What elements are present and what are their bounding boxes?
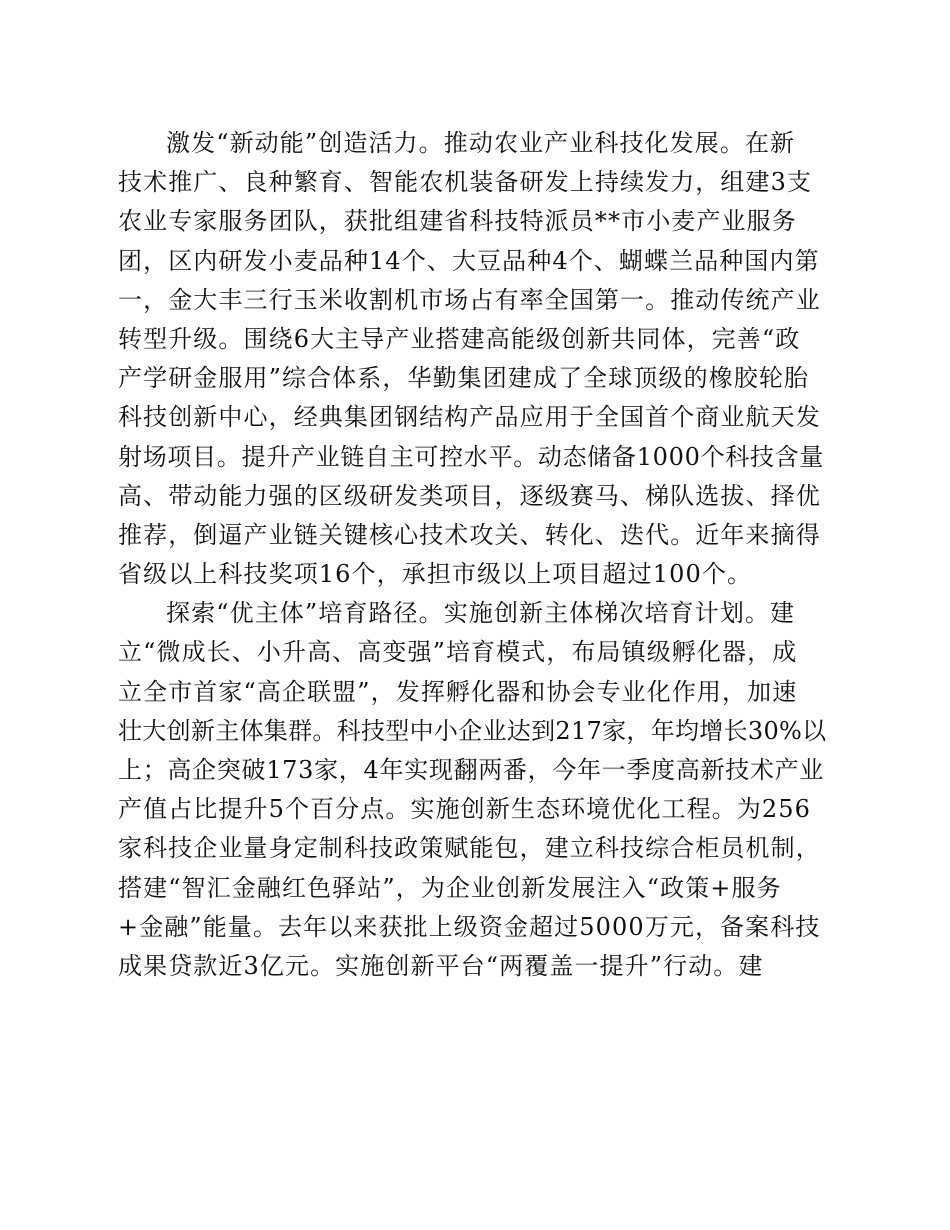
text-line: 转型升级。围绕6大主导产业搭建高能级创新共同体，完善“政 xyxy=(118,324,801,353)
text-line: 成果贷款近3亿元。实施创新平台“两覆盖一提升”行动。建 xyxy=(118,951,764,980)
body-text xyxy=(118,124,828,986)
text-line: 激发“新动能”创造活力。推动农业产业科技化发展。在新 xyxy=(166,129,796,157)
text-line: 团，区内研发小麦品种14个、大豆品种4个、蝴蝶兰品种国内第 xyxy=(118,246,820,275)
text-line: 产值占比提升5个百分点。实施创新生态环境优化工程。为256 xyxy=(118,795,811,824)
text-line: 农业专家服务团队，获批组建省科技特派员**市小麦产业服务 xyxy=(118,207,797,236)
text-line: 产学研金服用”综合体系，华勤集团建成了全球顶级的橡胶轮胎 xyxy=(118,364,810,393)
text-line: 搭建“智汇金融红色驿站”，为企业创新发展注入“政策+服务 xyxy=(118,873,782,902)
text-line: 立全市首家“高企联盟”，发挥孵化器和协会专业化作用，加速 xyxy=(118,677,798,706)
text-line: 技术推广、良种繁育、智能农机装备研发上持续发力，组建3支 xyxy=(118,168,813,197)
text-line: 省级以上科技奖项16个，承担市级以上项目超过100个。 xyxy=(118,560,753,589)
text-line: +金融”能量。去年以来获批上级资金超过5000万元，备案科技 xyxy=(118,912,821,941)
text-line: 高、带动能力强的区级研发类项目，逐级赛马、梯队选拔、择优 xyxy=(118,481,821,510)
text-line: 壮大创新主体集群。科技型中小企业达到217家，年均增长30%以 xyxy=(118,716,827,745)
text-line: 探索“优主体”培育路径。实施创新主体梯次培育计划。建 xyxy=(166,599,796,628)
text-line: 推荐，倒逼产业链关键核心技术攻关、转化、迭代。近年来摘得 xyxy=(118,520,821,549)
text-line: 射场项目。提升产业链自主可控水平。动态储备1000个科技含量 xyxy=(118,442,825,471)
text-line: 一，金大丰三行玉米收割机市场占有率全国第一。推动传统产业 xyxy=(118,285,821,314)
text-line: 上；高企突破173家，4年实现翻两番，今年一季度高新技术产业 xyxy=(118,756,825,784)
text-line: 立“微成长、小升高、高变强”培育模式，布局镇级孵化器，成 xyxy=(118,638,798,667)
text-line: 家科技企业量身定制科技政策赋能包，建立科技综合柜员机制， xyxy=(118,834,821,863)
text-line: 科技创新中心，经典集团钢结构产品应用于全国首个商业航天发 xyxy=(118,403,821,432)
